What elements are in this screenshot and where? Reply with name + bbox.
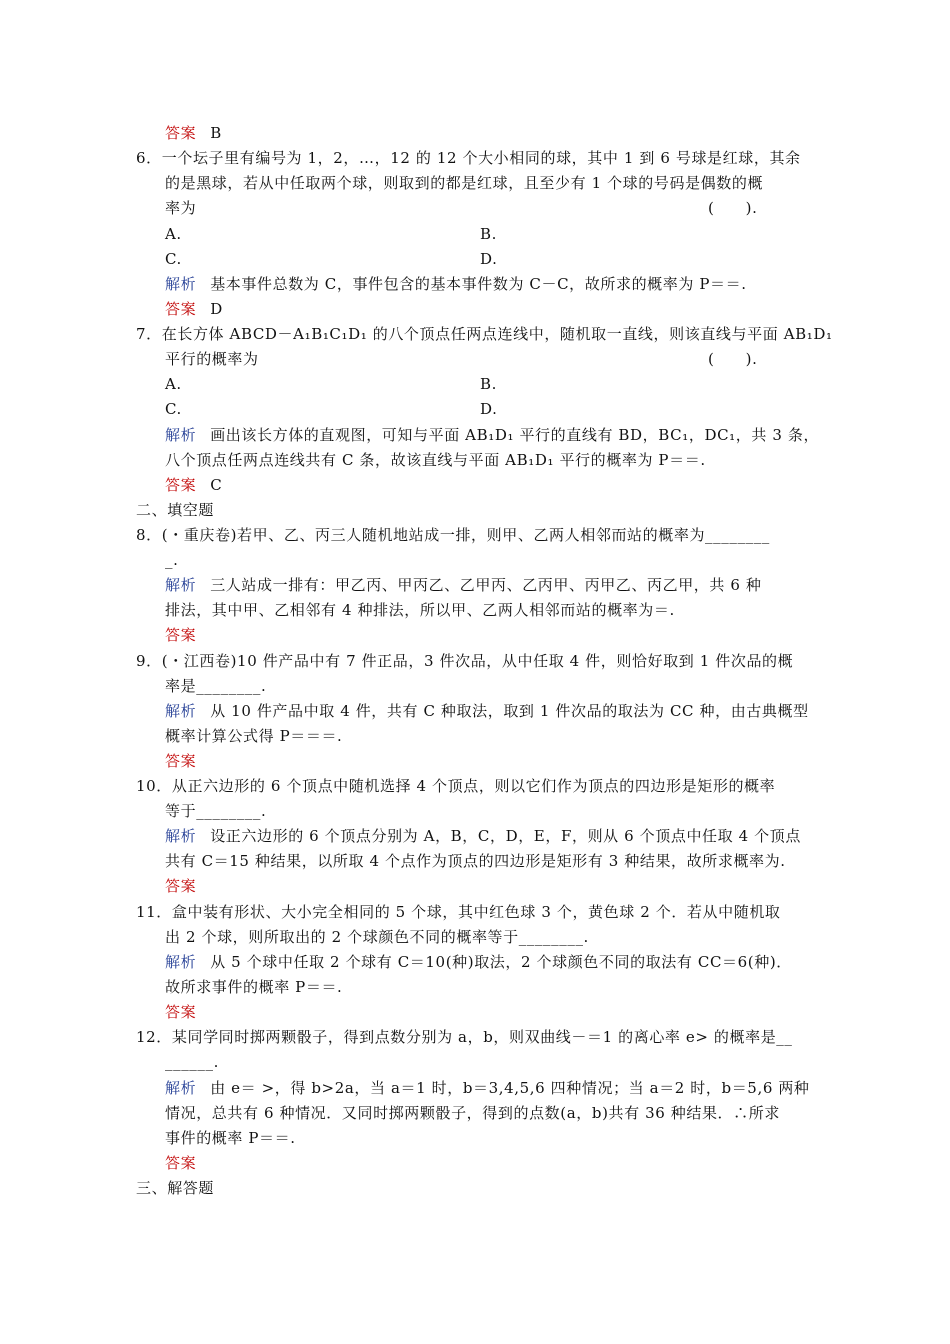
q6-option-c: C. xyxy=(165,250,182,268)
q8-stem-line-2: _. xyxy=(165,551,179,569)
q7-answer: C xyxy=(210,476,223,494)
q7-option-c: C. xyxy=(165,400,182,418)
q11-analysis-line-1 xyxy=(165,952,792,972)
q10-analysis-line-2: 共有 C＝15 种结果，以所取 4 个点作为顶点的四边形是矩形有 3 种结果，故所求概率为. xyxy=(165,852,786,870)
q10-stem-line-2: 等于________. xyxy=(165,802,267,820)
analysis-label: 解析 xyxy=(165,953,197,971)
q11-stem-line-2: 出 2 个球，则所取出的 2 个球颜色不同的概率等于________. xyxy=(165,928,589,946)
q8-analysis-line-2: 排法，其中甲、乙相邻有 4 种排法，所以甲、乙两人相邻而站的概率为＝. xyxy=(165,601,675,619)
answer-label: 答案 xyxy=(165,124,197,142)
q6-analysis: 基本事件总数为 C，事件包含的基本事件数为 C－C，故所求的概率为 P＝＝. xyxy=(210,275,747,293)
analysis-label: 解析 xyxy=(165,576,197,594)
answer-label: 答案 xyxy=(165,476,197,494)
q12-analysis-1: 由 e＝ >，得 b>2a，当 a＝1 时，b＝3,4,5,6 四种情况；当 a＝2 时，b＝5,6 两种 xyxy=(210,1079,810,1097)
answer-label: 答案 xyxy=(165,1003,197,1021)
q6-stem-line-3: 率为 xyxy=(165,199,197,217)
q12-analysis-line-3: 事件的概率 P＝＝. xyxy=(165,1129,296,1147)
q7-analysis-line-1 xyxy=(165,425,819,445)
q9-stem-line-1: 9．(・江西卷)10 件产品中有 7 件正品，3 件次品，从中任取 4 件，则恰好取到 1 件次品的概 xyxy=(136,652,794,670)
q6-option-b: B. xyxy=(480,225,497,243)
q8-answer-line xyxy=(165,625,210,645)
q9-answer-line xyxy=(165,751,210,771)
q6-option-a: A. xyxy=(165,225,182,243)
q6-stem-line-1: 6．一个坛子里有编号为 1，2，…，12 的 12 个大小相同的球，其中 1 到 6 号球是红球，其余 xyxy=(136,149,801,167)
q7-answer-line xyxy=(165,475,222,495)
q11-analysis-line-2: 故所求事件的概率 P＝＝. xyxy=(165,978,343,996)
q8-analysis-1: 三人站成一排有：甲乙丙、甲丙乙、乙甲丙、乙丙甲、丙甲乙、丙乙甲，共 6 种 xyxy=(210,576,762,594)
section-heading-fill-in: 二、填空题 xyxy=(136,501,215,519)
q7-analysis-line-2: 八个顶点任两点连线共有 C 条，故该直线与平面 AB₁D₁ 平行的概率为 P＝＝. xyxy=(165,451,706,469)
q5-answer-line xyxy=(165,123,222,143)
q7-option-d: D. xyxy=(480,400,498,418)
answer-label: 答案 xyxy=(165,752,197,770)
answer-label: 答案 xyxy=(165,877,197,895)
section-heading-solutions: 三、解答题 xyxy=(136,1179,215,1197)
q12-answer-line xyxy=(165,1153,210,1173)
q12-analysis-line-2: 情况，总共有 6 种情况．又同时掷两颗骰子，得到的点数(a，b)共有 36 种结果．∴所求 xyxy=(165,1104,780,1122)
answer-label: 答案 xyxy=(165,626,197,644)
q9-analysis-1: 从 10 件产品中取 4 件，共有 C 种取法，取到 1 件次品的取法为 CC 种，由古典概型 xyxy=(210,702,809,720)
q10-answer-line xyxy=(165,876,210,896)
q9-stem-line-2: 率是________. xyxy=(165,677,267,695)
q6-answer: D xyxy=(210,300,223,318)
q10-analysis-1: 设正六边形的 6 个顶点分别为 A，B，C，D，E，F，则从 6 个顶点中任取 4 个顶点 xyxy=(210,827,801,845)
analysis-label: 解析 xyxy=(165,426,197,444)
q9-analysis-line-1 xyxy=(165,701,809,721)
q8-stem-line-1: 8．(・重庆卷)若甲、乙、丙三人随机地站成一排，则甲、乙两人相邻而站的概率为________ xyxy=(136,526,770,544)
q7-option-a: A. xyxy=(165,375,182,393)
q6-analysis-line xyxy=(165,274,747,294)
q6-answer-line xyxy=(165,299,223,319)
q7-paren: ( ). xyxy=(708,350,758,368)
q11-answer-line xyxy=(165,1002,210,1022)
q5-answer: B xyxy=(210,124,222,142)
analysis-label: 解析 xyxy=(165,275,197,293)
q6-option-d: D. xyxy=(480,250,498,268)
q6-stem-line-2: 的是黑球，若从中任取两个球，则取到的都是红球，且至少有 1 个球的号码是偶数的概 xyxy=(165,174,764,192)
answer-label: 答案 xyxy=(165,1154,197,1172)
q12-stem-line-1: 12．某同学同时掷两颗骰子，得到点数分别为 a，b，则双曲线－＝1 的离心率 e> 的概率是__ xyxy=(136,1028,793,1046)
analysis-label: 解析 xyxy=(165,827,197,845)
analysis-label: 解析 xyxy=(165,1079,197,1097)
q7-option-b: B. xyxy=(480,375,497,393)
q7-analysis-1: 画出该长方体的直观图，可知与平面 AB₁D₁ 平行的直线有 BD，BC₁，DC₁，共 3 条， xyxy=(210,426,820,444)
q8-analysis-line-1 xyxy=(165,575,762,595)
answer-label: 答案 xyxy=(165,300,197,318)
q11-stem-line-1: 11．盒中装有形状、大小完全相同的 5 个球，其中红色球 3 个，黄色球 2 个．若从中随机取 xyxy=(136,903,781,921)
q12-analysis-line-1 xyxy=(165,1078,810,1098)
q12-stem-line-2: ______. xyxy=(165,1053,219,1071)
q10-analysis-line-1 xyxy=(165,826,801,846)
q10-stem-line-1: 10．从正六边形的 6 个顶点中随机选择 4 个顶点，则以它们作为顶点的四边形是矩形的概率 xyxy=(136,777,776,795)
q6-paren: ( ). xyxy=(708,199,758,217)
q7-stem-line-1: 7．在长方体 ABCD－A₁B₁C₁D₁ 的八个顶点任两点连线中，随机取一直线，则该直线与平面 AB₁D₁ xyxy=(136,325,833,343)
analysis-label: 解析 xyxy=(165,702,197,720)
q11-analysis-1: 从 5 个球中任取 2 个球有 C＝10(种)取法，2 个球颜色不同的取法有 CC＝6(种)． xyxy=(210,953,792,971)
q7-stem-line-2: 平行的概率为 xyxy=(165,350,259,368)
q9-analysis-line-2: 概率计算公式得 P＝＝＝. xyxy=(165,727,343,745)
